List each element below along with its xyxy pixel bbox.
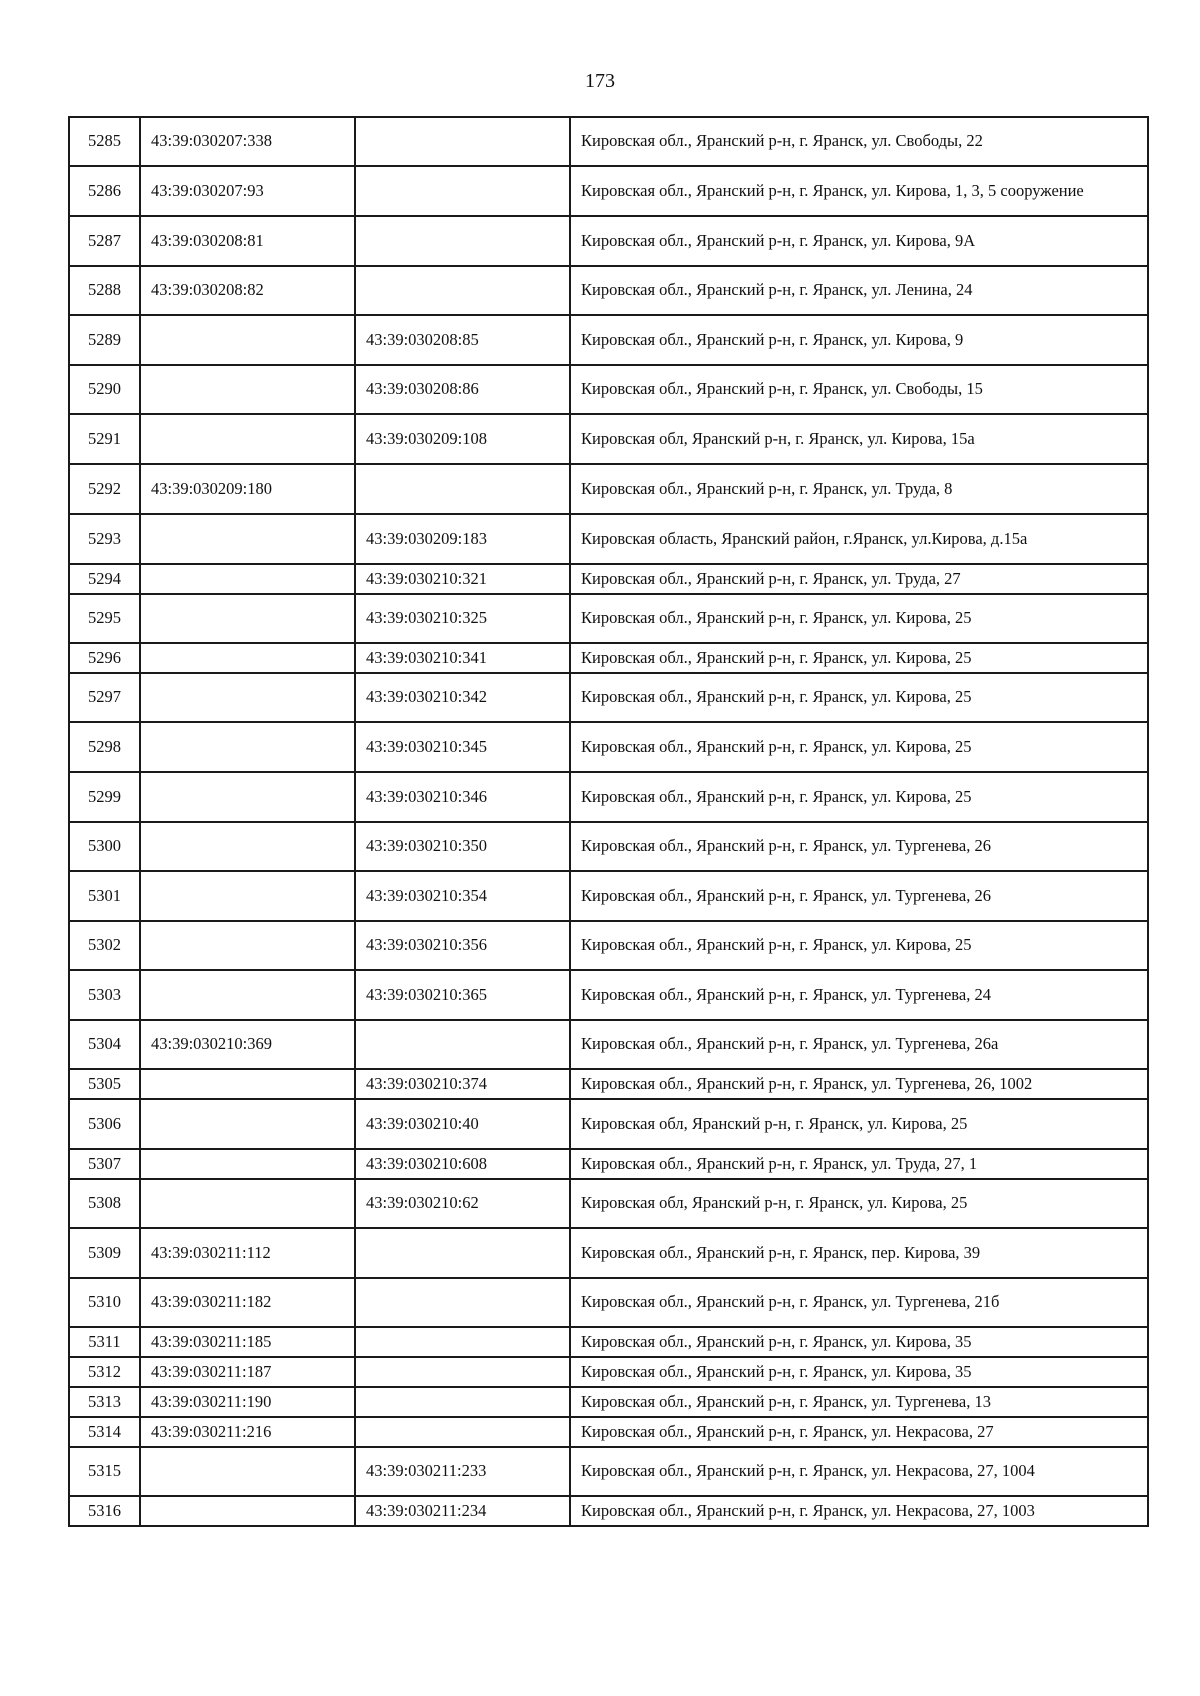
row-number-cell: 5306 xyxy=(69,1099,140,1149)
cadastral-number-cell xyxy=(140,594,355,643)
table-row xyxy=(69,1228,1148,1278)
cadastral-number-cell: 43:39:030211:112 xyxy=(140,1228,355,1278)
cadastral-number-secondary-cell xyxy=(355,1278,570,1327)
table-row xyxy=(69,1020,1148,1069)
address-cell: Кировская обл., Яранский р-н, г. Яранск, ул. Тургенева, 26, 1002 xyxy=(570,1069,1148,1099)
address-cell: Кировская обл., Яранский р-н, г. Яранск, ул. Тургенева, 26а xyxy=(570,1020,1148,1069)
cadastral-number-secondary-cell: 43:39:030210:321 xyxy=(355,564,570,594)
cadastral-number-cell xyxy=(140,315,355,365)
row-number-cell: 5310 xyxy=(69,1278,140,1327)
cadastral-number-cell: 43:39:030208:82 xyxy=(140,266,355,315)
cadastral-number-cell: 43:39:030211:187 xyxy=(140,1357,355,1387)
table-row xyxy=(69,1327,1148,1357)
address-cell: Кировская обл., Яранский р-н, г. Яранск, ул. Труда, 27, 1 xyxy=(570,1149,1148,1179)
address-cell: Кировская обл., Яранский р-н, г. Яранск, ул. Кирова, 25 xyxy=(570,643,1148,673)
cadastral-number-secondary-cell xyxy=(355,216,570,266)
cadastral-number-cell xyxy=(140,1069,355,1099)
table-row xyxy=(69,722,1148,772)
address-cell: Кировская обл., Яранский р-н, г. Яранск, ул. Некрасова, 27 xyxy=(570,1417,1148,1447)
page-number: 173 xyxy=(585,70,615,92)
address-cell: Кировская обл., Яранский р-н, г. Яранск, ул. Кирова, 9 xyxy=(570,315,1148,365)
row-number-cell: 5294 xyxy=(69,564,140,594)
cadastral-number-cell xyxy=(140,871,355,921)
address-cell: Кировская обл., Яранский р-н, г. Яранск, ул. Труда, 8 xyxy=(570,464,1148,514)
cadastral-number-cell xyxy=(140,722,355,772)
table-row xyxy=(69,1099,1148,1149)
address-cell: Кировская обл., Яранский р-н, г. Яранск, ул. Кирова, 1, 3, 5 сооружение xyxy=(570,166,1148,216)
table-row xyxy=(69,166,1148,216)
table-row xyxy=(69,1496,1148,1526)
cadastral-number-cell xyxy=(140,564,355,594)
cadastral-number-secondary-cell xyxy=(355,1228,570,1278)
cadastral-number-secondary-cell: 43:39:030210:62 xyxy=(355,1179,570,1228)
cadastral-number-secondary-cell: 43:39:030211:234 xyxy=(355,1496,570,1526)
registry-table xyxy=(68,116,1149,1527)
cadastral-number-secondary-cell: 43:39:030210:354 xyxy=(355,871,570,921)
cadastral-number-cell: 43:39:030211:182 xyxy=(140,1278,355,1327)
cadastral-number-cell xyxy=(140,1149,355,1179)
address-cell: Кировская область, Яранский район, г.Яранск, ул.Кирова, д.15а xyxy=(570,514,1148,564)
table-row xyxy=(69,1069,1148,1099)
cadastral-number-cell xyxy=(140,414,355,464)
table-row xyxy=(69,117,1148,166)
cadastral-number-cell xyxy=(140,1179,355,1228)
address-cell: Кировская обл., Яранский р-н, г. Яранск, ул. Кирова, 25 xyxy=(570,722,1148,772)
table-row xyxy=(69,594,1148,643)
cadastral-number-cell: 43:39:030207:338 xyxy=(140,117,355,166)
cadastral-number-cell xyxy=(140,921,355,970)
address-cell: Кировская обл., Яранский р-н, г. Яранск, ул. Тургенева, 26 xyxy=(570,871,1148,921)
cadastral-number-secondary-cell: 43:39:030208:86 xyxy=(355,365,570,414)
row-number-cell: 5293 xyxy=(69,514,140,564)
address-cell: Кировская обл., Яранский р-н, г. Яранск, ул. Кирова, 25 xyxy=(570,594,1148,643)
row-number-cell: 5298 xyxy=(69,722,140,772)
table-row xyxy=(69,822,1148,871)
row-number-cell: 5304 xyxy=(69,1020,140,1069)
table-row xyxy=(69,216,1148,266)
cadastral-number-cell: 43:39:030207:93 xyxy=(140,166,355,216)
table-row xyxy=(69,871,1148,921)
address-cell: Кировская обл., Яранский р-н, г. Яранск, ул. Тургенева, 26 xyxy=(570,822,1148,871)
table-row xyxy=(69,464,1148,514)
row-number-cell: 5292 xyxy=(69,464,140,514)
table-row xyxy=(69,1149,1148,1179)
address-cell: Кировская обл., Яранский р-н, г. Яранск, ул. Тургенева, 21б xyxy=(570,1278,1148,1327)
row-number-cell: 5290 xyxy=(69,365,140,414)
row-number-cell: 5301 xyxy=(69,871,140,921)
address-cell: Кировская обл., Яранский р-н, г. Яранск, ул. Кирова, 9А xyxy=(570,216,1148,266)
row-number-cell: 5312 xyxy=(69,1357,140,1387)
table-row xyxy=(69,1387,1148,1417)
cadastral-number-secondary-cell: 43:39:030209:108 xyxy=(355,414,570,464)
address-cell: Кировская обл., Яранский р-н, г. Яранск, ул. Кирова, 25 xyxy=(570,921,1148,970)
cadastral-number-secondary-cell: 43:39:030210:325 xyxy=(355,594,570,643)
address-cell: Кировская обл., Яранский р-н, г. Яранск, ул. Свободы, 15 xyxy=(570,365,1148,414)
cadastral-number-secondary-cell xyxy=(355,166,570,216)
address-cell: Кировская обл., Яранский р-н, г. Яранск, ул. Ленина, 24 xyxy=(570,266,1148,315)
table-row xyxy=(69,1357,1148,1387)
table-row xyxy=(69,1417,1148,1447)
table-row xyxy=(69,564,1148,594)
address-cell: Кировская обл, Яранский р-н, г. Яранск, ул. Кирова, 25 xyxy=(570,1099,1148,1149)
row-number-cell: 5291 xyxy=(69,414,140,464)
row-number-cell: 5313 xyxy=(69,1387,140,1417)
table-row xyxy=(69,315,1148,365)
cadastral-number-cell: 43:39:030211:190 xyxy=(140,1387,355,1417)
table-body xyxy=(69,117,1148,1526)
cadastral-number-cell: 43:39:030208:81 xyxy=(140,216,355,266)
row-number-cell: 5288 xyxy=(69,266,140,315)
table-row xyxy=(69,266,1148,315)
address-cell: Кировская обл., Яранский р-н, г. Яранск, ул. Кирова, 35 xyxy=(570,1357,1148,1387)
address-cell: Кировская обл., Яранский р-н, г. Яранск, ул. Труда, 27 xyxy=(570,564,1148,594)
cadastral-number-secondary-cell xyxy=(355,1387,570,1417)
cadastral-number-secondary-cell xyxy=(355,464,570,514)
table-row xyxy=(69,365,1148,414)
cadastral-number-secondary-cell: 43:39:030211:233 xyxy=(355,1447,570,1496)
cadastral-number-secondary-cell xyxy=(355,1327,570,1357)
row-number-cell: 5315 xyxy=(69,1447,140,1496)
cadastral-number-secondary-cell: 43:39:030210:374 xyxy=(355,1069,570,1099)
table-row xyxy=(69,673,1148,722)
cadastral-number-secondary-cell: 43:39:030210:356 xyxy=(355,921,570,970)
cadastral-number-secondary-cell xyxy=(355,1357,570,1387)
row-number-cell: 5289 xyxy=(69,315,140,365)
row-number-cell: 5311 xyxy=(69,1327,140,1357)
row-number-cell: 5303 xyxy=(69,970,140,1020)
cadastral-number-cell xyxy=(140,643,355,673)
row-number-cell: 5300 xyxy=(69,822,140,871)
address-cell: Кировская обл., Яранский р-н, г. Яранск, ул. Кирова, 25 xyxy=(570,673,1148,722)
cadastral-number-secondary-cell xyxy=(355,117,570,166)
cadastral-number-secondary-cell: 43:39:030209:183 xyxy=(355,514,570,564)
cadastral-number-secondary-cell: 43:39:030210:346 xyxy=(355,772,570,822)
cadastral-number-secondary-cell xyxy=(355,266,570,315)
row-number-cell: 5309 xyxy=(69,1228,140,1278)
address-cell: Кировская обл., Яранский р-н, г. Яранск, ул. Свободы, 22 xyxy=(570,117,1148,166)
row-number-cell: 5285 xyxy=(69,117,140,166)
table-row xyxy=(69,970,1148,1020)
row-number-cell: 5287 xyxy=(69,216,140,266)
row-number-cell: 5302 xyxy=(69,921,140,970)
address-cell: Кировская обл, Яранский р-н, г. Яранск, ул. Кирова, 25 xyxy=(570,1179,1148,1228)
address-cell: Кировская обл., Яранский р-н, г. Яранск, ул. Кирова, 25 xyxy=(570,772,1148,822)
cadastral-number-secondary-cell: 43:39:030210:350 xyxy=(355,822,570,871)
table-row xyxy=(69,1447,1148,1496)
row-number-cell: 5296 xyxy=(69,643,140,673)
address-cell: Кировская обл., Яранский р-н, г. Яранск, ул. Некрасова, 27, 1003 xyxy=(570,1496,1148,1526)
row-number-cell: 5314 xyxy=(69,1417,140,1447)
cadastral-number-cell: 43:39:030209:180 xyxy=(140,464,355,514)
cadastral-number-cell xyxy=(140,822,355,871)
table-row xyxy=(69,514,1148,564)
cadastral-number-secondary-cell xyxy=(355,1417,570,1447)
cadastral-number-secondary-cell: 43:39:030210:608 xyxy=(355,1149,570,1179)
row-number-cell: 5307 xyxy=(69,1149,140,1179)
cadastral-number-cell: 43:39:030210:369 xyxy=(140,1020,355,1069)
cadastral-number-secondary-cell: 43:39:030208:85 xyxy=(355,315,570,365)
cadastral-number-cell xyxy=(140,1099,355,1149)
row-number-cell: 5308 xyxy=(69,1179,140,1228)
cadastral-number-cell: 43:39:030211:185 xyxy=(140,1327,355,1357)
cadastral-number-cell xyxy=(140,673,355,722)
address-cell: Кировская обл., Яранский р-н, г. Яранск, ул. Кирова, 35 xyxy=(570,1327,1148,1357)
table-row xyxy=(69,921,1148,970)
row-number-cell: 5299 xyxy=(69,772,140,822)
cadastral-number-cell xyxy=(140,1496,355,1526)
cadastral-number-cell xyxy=(140,1447,355,1496)
row-number-cell: 5305 xyxy=(69,1069,140,1099)
cadastral-number-secondary-cell: 43:39:030210:365 xyxy=(355,970,570,1020)
cadastral-number-secondary-cell: 43:39:030210:40 xyxy=(355,1099,570,1149)
row-number-cell: 5316 xyxy=(69,1496,140,1526)
cadastral-number-secondary-cell xyxy=(355,1020,570,1069)
address-cell: Кировская обл, Яранский р-н, г. Яранск, ул. Кирова, 15а xyxy=(570,414,1148,464)
cadastral-number-secondary-cell: 43:39:030210:341 xyxy=(355,643,570,673)
cadastral-number-cell xyxy=(140,514,355,564)
address-cell: Кировская обл., Яранский р-н, г. Яранск, ул. Тургенева, 13 xyxy=(570,1387,1148,1417)
row-number-cell: 5297 xyxy=(69,673,140,722)
table-row xyxy=(69,414,1148,464)
table-row xyxy=(69,772,1148,822)
cadastral-number-cell: 43:39:030211:216 xyxy=(140,1417,355,1447)
address-cell: Кировская обл., Яранский р-н, г. Яранск, ул. Некрасова, 27, 1004 xyxy=(570,1447,1148,1496)
cadastral-number-secondary-cell: 43:39:030210:342 xyxy=(355,673,570,722)
cadastral-number-cell xyxy=(140,365,355,414)
address-cell: Кировская обл., Яранский р-н, г. Яранск, ул. Тургенева, 24 xyxy=(570,970,1148,1020)
cadastral-number-secondary-cell: 43:39:030210:345 xyxy=(355,722,570,772)
address-cell: Кировская обл., Яранский р-н, г. Яранск, пер. Кирова, 39 xyxy=(570,1228,1148,1278)
row-number-cell: 5286 xyxy=(69,166,140,216)
row-number-cell: 5295 xyxy=(69,594,140,643)
cadastral-number-cell xyxy=(140,970,355,1020)
cadastral-number-cell xyxy=(140,772,355,822)
table-row xyxy=(69,1278,1148,1327)
table-row xyxy=(69,643,1148,673)
table-row xyxy=(69,1179,1148,1228)
